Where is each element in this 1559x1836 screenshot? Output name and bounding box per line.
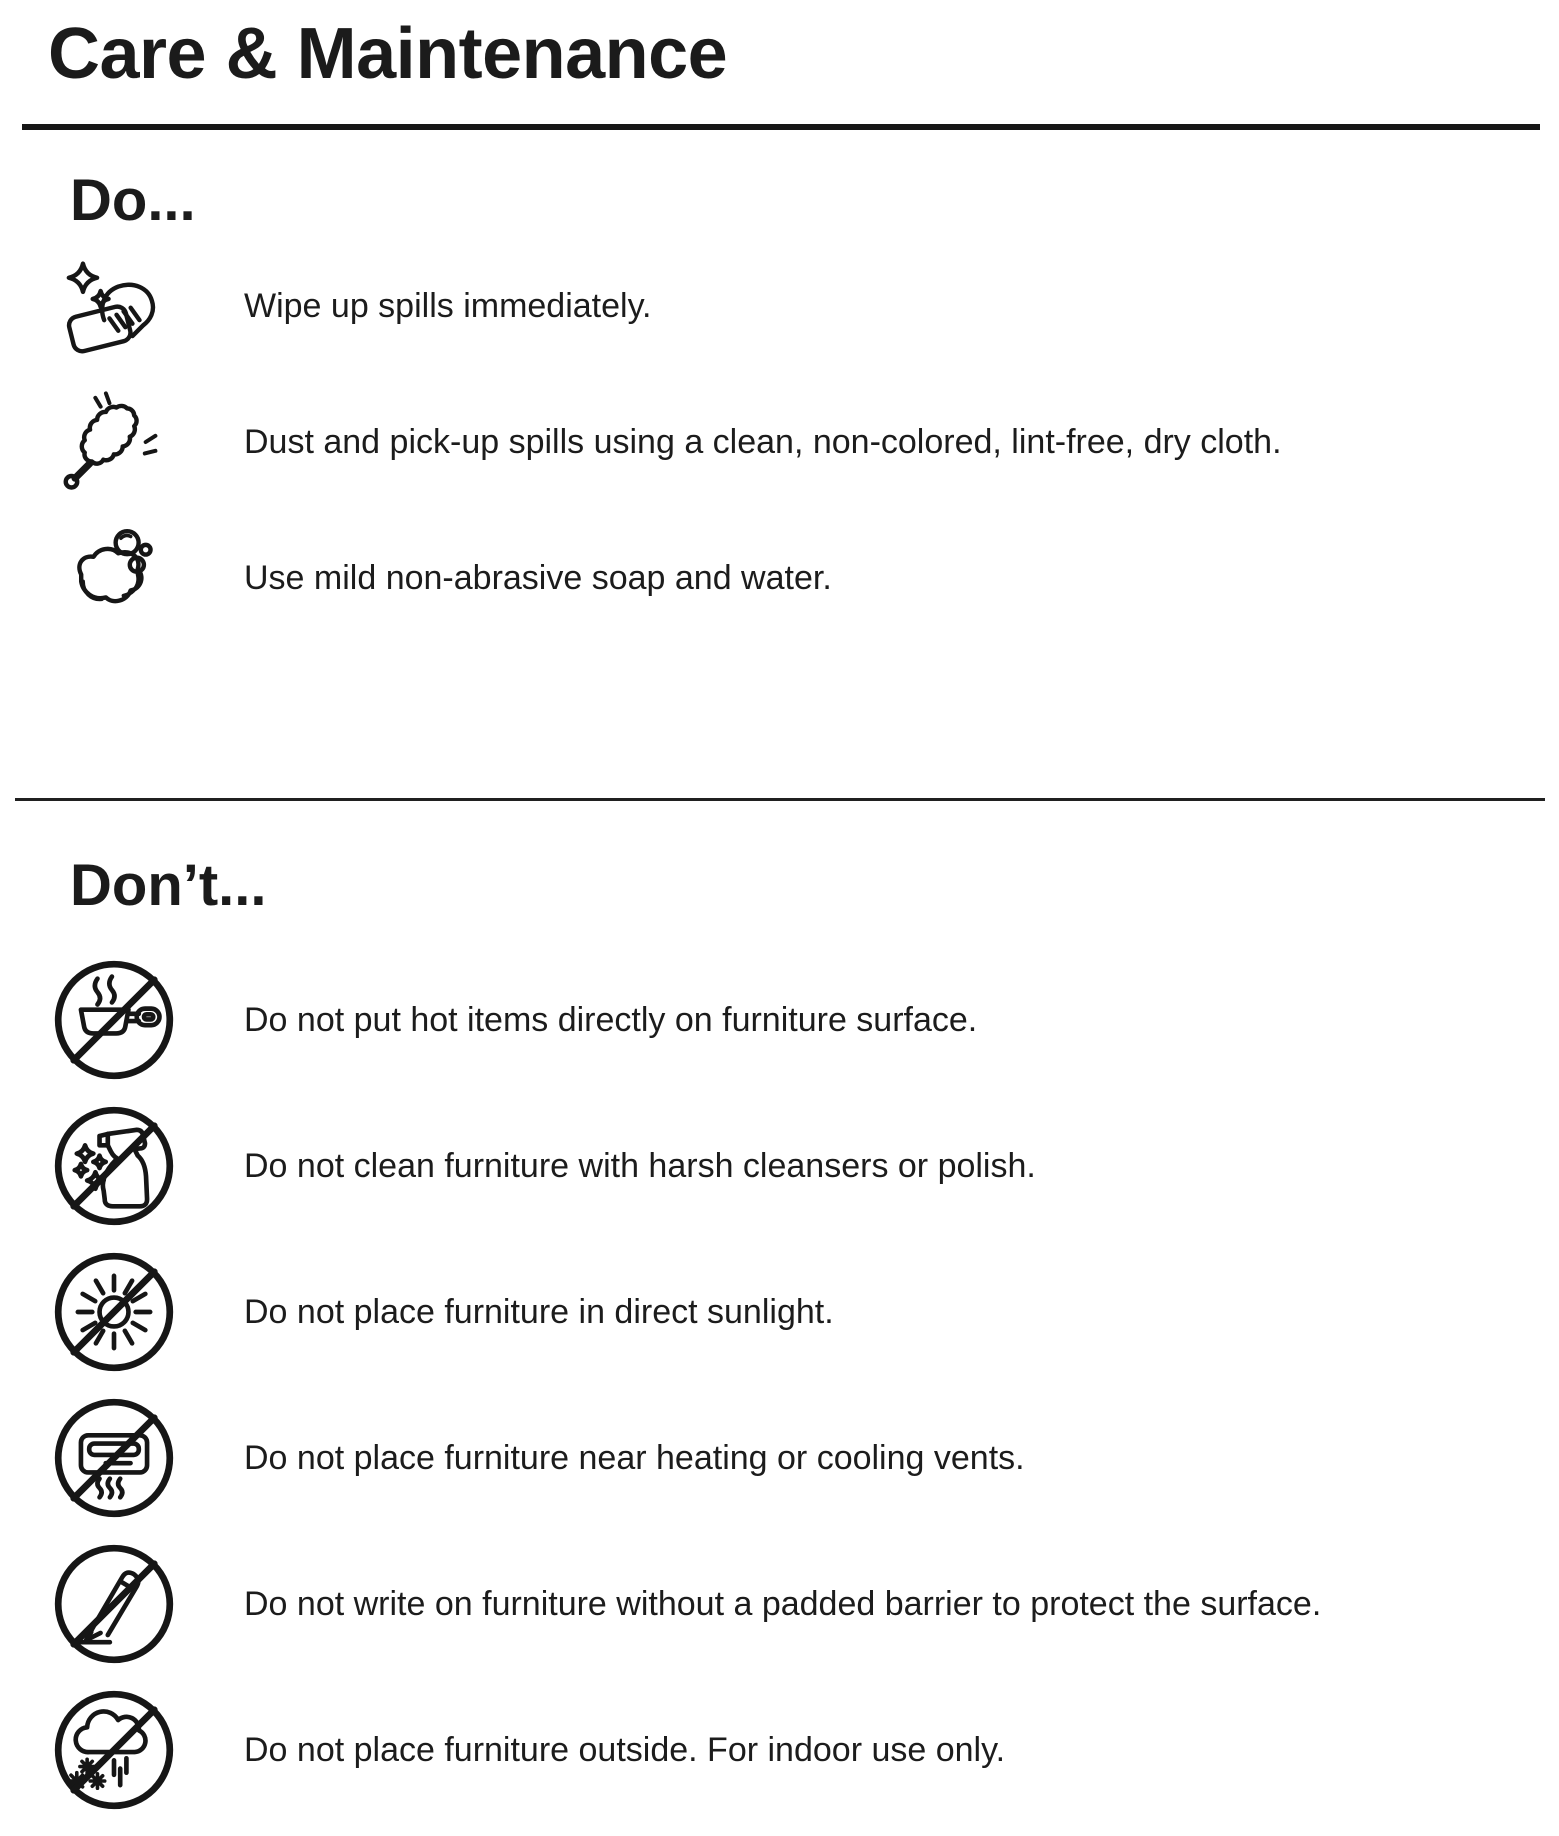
list-item [48,1385,1540,1531]
do-section [48,168,1540,646]
list-item-text: Do not place furniture in direct sunlight. [244,1292,834,1331]
wipe-sparkle-icon [48,253,200,359]
list-item [48,510,1540,646]
do-items [48,238,1540,646]
list-item-text: Do not write on furniture without a padded barrier to protect the surface. [244,1584,1322,1623]
list-item-text: Do not put hot items directly on furniture surface. [244,1000,978,1039]
soap-bubbles-icon [48,525,200,631]
list-item-text: Use mild non-abrasive soap and water. [244,558,832,597]
no-heating-vent-icon [48,1396,200,1520]
no-outdoor-weather-icon [48,1688,200,1812]
no-spray-cleaner-icon [48,1104,200,1228]
title-divider [22,124,1540,130]
list-item-text: Wipe up spills immediately. [244,286,652,325]
no-writing-pen-icon [48,1542,200,1666]
section-divider [15,798,1545,801]
list-item [48,238,1540,374]
list-item [48,1239,1540,1385]
list-item-text: Do not clean furniture with harsh cleansers or polish. [244,1146,1036,1185]
do-heading: Do... [70,168,196,233]
list-item [48,1677,1540,1823]
list-item [48,374,1540,510]
page-title: Care & Maintenance [48,14,728,94]
list-item-text: Do not place furniture outside. For indoor use only. [244,1730,1006,1769]
dont-heading: Don’t... [70,853,267,918]
list-item [48,1093,1540,1239]
list-item-text: Dust and pick-up spills using a clean, non-colored, lint-free, dry cloth. [244,422,1282,461]
no-direct-sunlight-icon [48,1250,200,1374]
feather-duster-icon [48,389,200,495]
list-item [48,1531,1540,1677]
list-item [48,947,1540,1093]
dont-section [48,853,1540,1823]
list-item-text: Do not place furniture near heating or cooling vents. [244,1438,1025,1477]
no-hot-pan-icon [48,958,200,1082]
dont-items [48,947,1540,1823]
